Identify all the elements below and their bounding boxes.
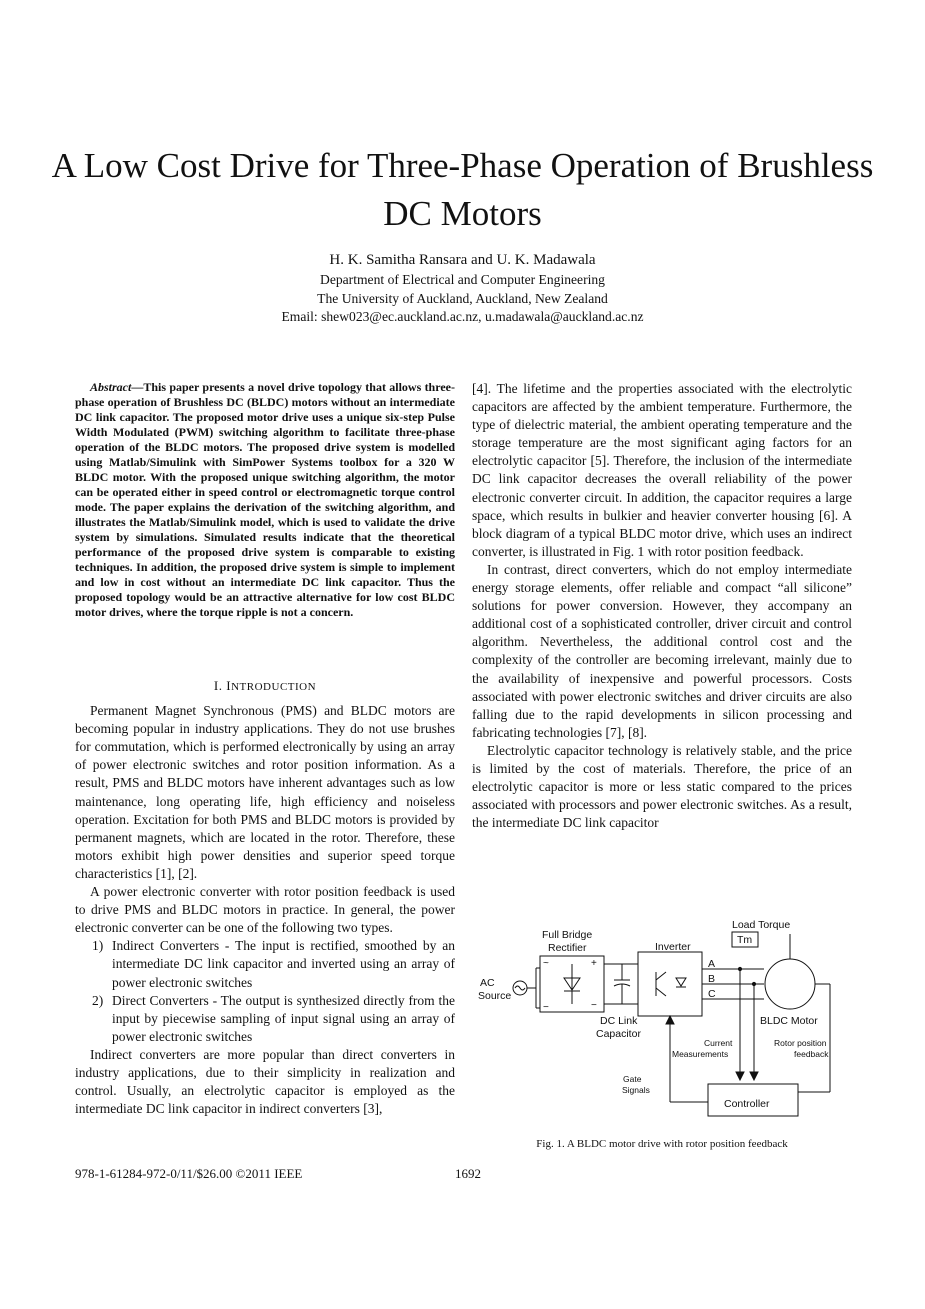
figure-caption: Fig. 1. A BLDC motor drive with rotor position feedback <box>536 1138 788 1150</box>
inverter-box <box>638 952 702 1016</box>
list-item: 2) Direct Converters - The output is synthesized directly from the input by piecewise sampling of input signal using an array of power electronic switches <box>92 992 455 1044</box>
junction-dot <box>738 967 741 970</box>
page-number: 1692 <box>455 1166 481 1181</box>
igbt-diode-icon <box>676 978 686 986</box>
bldc-motor-label: BLDC Motor <box>760 1015 818 1027</box>
paragraph: Permanent Magnet Synchronous (PMS) and BLDC motors are becoming popular in industry applications. They do not use brushes for commutation, which is performed electronically by using an array of power electronic switches and rotor position information. As a result, PMS and BLDC motors have inherent advantages such as low maintenance, long operating life, high efficiency and noiseless operation. Excitation for both PMS and BLDC motors is provided by permanent magnets, which are located in the rotor. Therefore, these motors exhibit high power densities and superior speed torque characteristics [1], [2]. <box>75 703 455 881</box>
authors: H. K. Samitha Ransara and U. K. Madawala <box>329 252 596 268</box>
phase-c-label: C <box>708 988 716 1000</box>
abstract-text: —This paper presents a novel drive topology that allows three-phase operation of Brushless DC (BLDC) motors without an intermediate DC link capacitor. The proposed motor drive uses a unique six-step Pulse Width Modulated (PWM) switching algorithm to facilitate three-phase operation of the BLDC motors. The proposed drive system is modelled using Matlab/Simulink with SimPower Systems toolbox for a 320 W BLDC motor. With the proposed unique switching algorithm, the motor can be operated either in speed control or electromagnetic torque control mode. The paper explains the derivation of the switching algorithm, and illustrates the Matlab/Simulink model, which is used to validate the drive system by simulations. Simulated results indicate that the theoretical performance of the proposed drive system is comparable to existing techniques. In addition, the proposed drive system is simple to implement and low in cost without an intermediate DC link capacitor. Thus the proposed topology would be an attractive alternative for low cost BLDC motor drives, where the torque ripple is not a concern. <box>75 380 455 619</box>
block-diagram-svg <box>472 912 852 1128</box>
left-column <box>75 668 455 1118</box>
paper-title: A Low Cost Drive for Three-Phase Operation of Brushless DC Motors <box>51 146 874 233</box>
ac-wave-icon <box>515 986 525 990</box>
feedback-label: feedback <box>794 1049 829 1059</box>
bldc-motor-symbol <box>765 959 815 1009</box>
gate-label: Gate <box>623 1074 642 1084</box>
email: Email: shew023@ec.auckland.ac.nz, u.madawala@auckland.ac.nz <box>281 309 644 324</box>
rectifier-label: Rectifier <box>548 942 587 954</box>
affiliation <box>40 271 885 327</box>
section-heading-introduction: I. INTRODUCTION <box>213 678 317 693</box>
full-bridge-label: Full Bridge <box>542 929 593 941</box>
capacitor-label: Capacitor <box>596 1028 641 1040</box>
controller-label: Controller <box>724 1098 770 1110</box>
tm-label: Tm <box>737 934 753 946</box>
plus-sign: + <box>591 958 597 969</box>
figure-1-block-diagram <box>472 912 852 1128</box>
load-torque-label: Load Torque <box>732 919 791 931</box>
university: The University of Auckland, Auckland, New Zealand <box>317 290 608 306</box>
dc-link-label: DC Link <box>600 1015 638 1027</box>
junction-dot <box>752 982 755 985</box>
phase-a-label: A <box>708 958 716 970</box>
current-label: Current <box>704 1038 733 1048</box>
ac-label: AC <box>480 977 495 989</box>
minus-sign-left: − <box>543 1002 549 1013</box>
copyright-footer: 978-1-61284-972-0/11/$26.00 ©2011 IEEE <box>75 1166 303 1181</box>
right-column <box>472 380 852 832</box>
abstract <box>75 380 455 620</box>
list-item: 1) Indirect Converters - The input is rectified, smoothed by an intermediate DC link capacitor and inverted using an array of power electronic switches <box>92 938 455 990</box>
rotor-position-label: Rotor position <box>774 1038 827 1048</box>
department: Department of Electrical and Computer Engineering <box>320 272 605 287</box>
paragraph: Electrolytic capacitor technology is relatively stable, and the price is limited by the cost of materials. Therefore, the price of an electrolytic capacitor is more or less static compared to the prices associated with processors and power electronic switches. As a result, the intermediate DC link capacitor <box>472 742 852 831</box>
paragraph: Indirect converters are more popular than direct converters in industry applications, due to their simplicity in realization and control. Usually, an electrolytic capacitor is employed as the intermediate DC link capacitor in indirect converters [3], <box>75 1046 455 1117</box>
converter-types-list <box>75 937 455 1046</box>
tilde-sign: ~ <box>543 958 549 969</box>
paragraph: In contrast, direct converters, which do not employ intermediate energy storage elements, offer reliable and compact “all silicone” solutions for power conversion. However, they accompany an additional cost of a sophisticated controller, driver circuit and control algorithm. Nevertheless, the additional control cost and the complexity of the controller are becoming irrelevant, mainly due to the availability of inexpensive and powerful processors. Costs associated with power electronic switches and driver circuits are also falling due to the rapid developments in silicon processing and fabricating technologies [7], [8]. <box>472 561 852 740</box>
phase-b-label: B <box>708 973 716 985</box>
inverter-label: Inverter <box>655 941 691 953</box>
paragraph: A power electronic converter with rotor position feedback is used to drive PMS and BLDC motors in practice. In general, the power electronic converter can be one of the following two types. <box>75 884 455 936</box>
measurements-label: Measurements <box>672 1049 729 1059</box>
abstract-label: Abstract <box>90 380 132 394</box>
source-label: Source <box>478 990 512 1002</box>
minus-sign: − <box>591 1000 597 1011</box>
paragraph: [4]. The lifetime and the properties associated with the electrolytic capacitors are affected by the ambient temperature. Furthermore, the type of dielectric material, the ambient operating temperature and the storage temperature are the most significant aging factors for an electrolytic capacitor [5]. Therefore, the inclusion of the intermediate DC link capacitor decreases the overall reliability of the power electronic converter circuit. In addition, the capacitor requires a large space, which results in bulkier and heavier converter housing [6]. A block diagram of a typical BLDC motor drive, which uses an indirect converter, is illustrated in Fig. 1 with rotor position feedback. <box>472 381 852 559</box>
signals-label: Signals <box>622 1085 650 1095</box>
